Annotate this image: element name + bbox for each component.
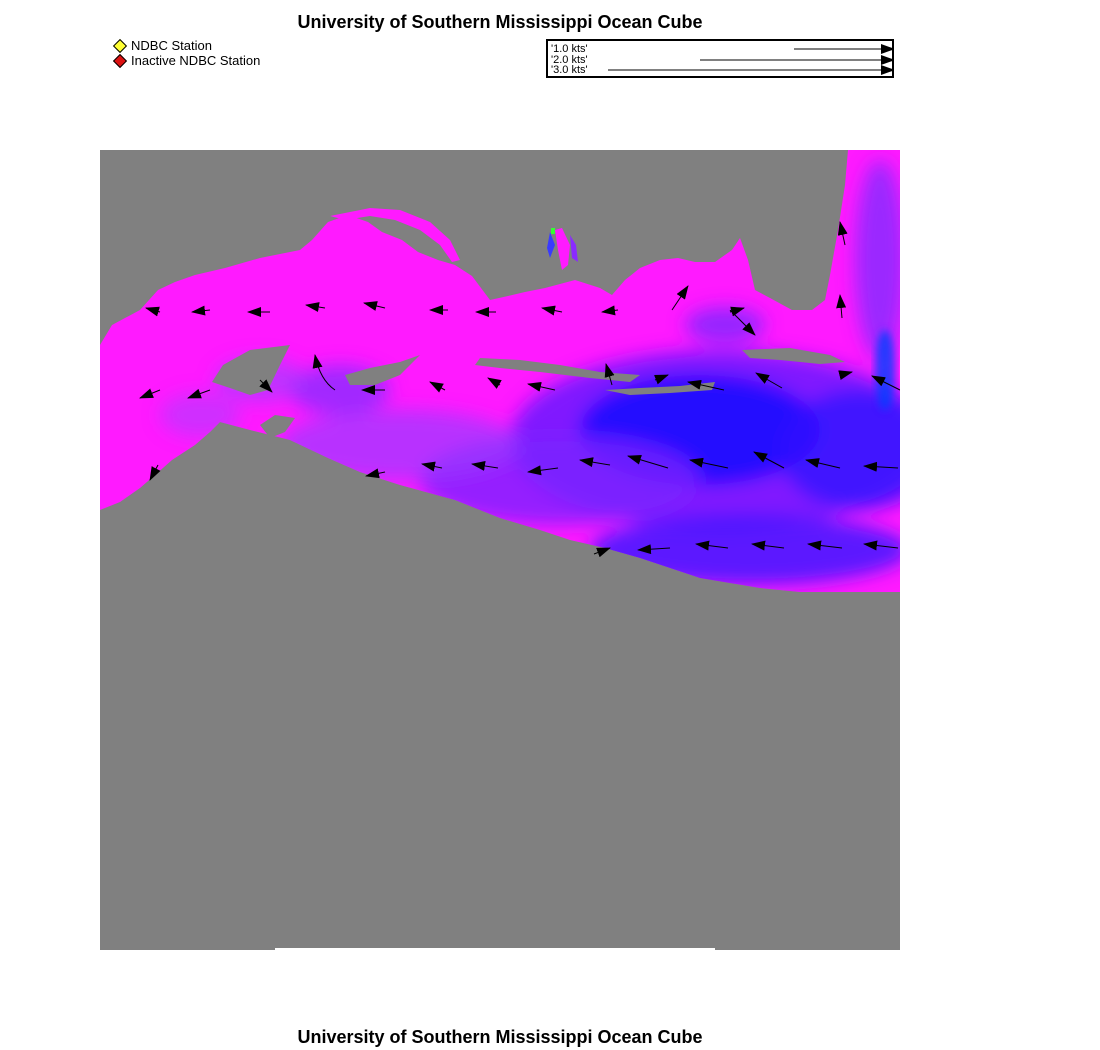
colorbar-strip	[275, 948, 715, 951]
scale-label-2kts: '2.0 kts'	[551, 54, 588, 66]
red-diamond-icon	[113, 53, 127, 67]
current-field	[100, 150, 900, 950]
current-map[interactable]	[100, 150, 900, 950]
vector-scale-legend	[546, 39, 894, 78]
legend-item-ndbc-station	[113, 38, 260, 53]
current-vector	[594, 548, 610, 554]
map-title: University of Southern Mississippi Ocean Cube	[297, 12, 703, 32]
scale-label-1kts: '1.0 kts'	[551, 43, 588, 55]
vector-scale-arrows	[548, 41, 892, 76]
scale-label-3kts: '3.0 kts'	[551, 64, 588, 76]
legend-label-inactive-ndbc-station: Inactive NDBC Station	[131, 53, 261, 68]
yellow-diamond-icon	[113, 38, 127, 52]
footer-title: University of Southern Mississippi Ocean Cube	[297, 1027, 703, 1047]
legend-item-inactive-ndbc-station	[113, 53, 260, 68]
legend-label-ndbc-station: NDBC Station	[131, 38, 212, 53]
station-legend	[113, 38, 260, 68]
